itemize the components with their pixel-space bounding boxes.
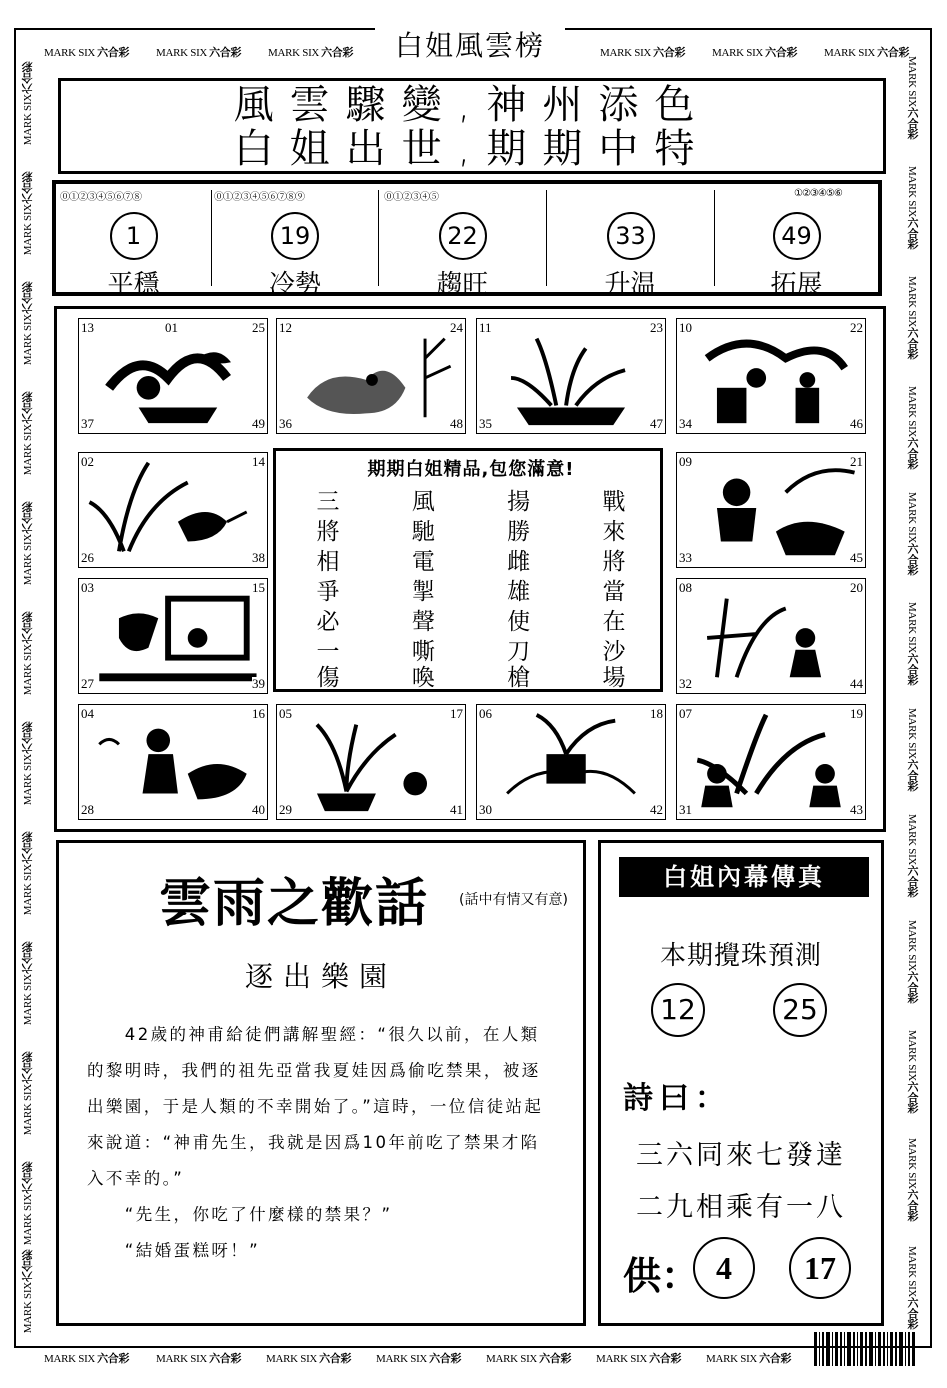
barcode (814, 1332, 924, 1366)
poem-char: 雌 (507, 549, 531, 575)
flower-pot-icon (79, 319, 267, 433)
watermark-top-6: MARK SIX 六合彩 (824, 46, 910, 59)
watermark-right-4: MARK SIX六合彩 (906, 386, 919, 470)
cell-number: 17 (450, 706, 463, 721)
poem-row (298, 487, 644, 517)
poem-char: 掣 (411, 579, 435, 605)
cell-number: 14 (252, 454, 265, 469)
watermark-bottom-7: MARK SIX 六合彩 (706, 1352, 792, 1365)
cell-number: 46 (850, 416, 863, 431)
gong-label: 供： (623, 1254, 700, 1298)
story-heading: 逐出樂園 (244, 960, 397, 993)
cell-number: 42 (650, 802, 663, 817)
zodiac-picture-cell (676, 452, 866, 568)
poem-char: 喚 (411, 665, 435, 691)
story-title-note: (話中有情又有意) (459, 892, 568, 908)
prediction-label: 本期攪珠預測 (659, 941, 822, 971)
story-box (56, 840, 586, 1326)
prediction-number: 12 (651, 983, 705, 1037)
inside-info-box (598, 840, 884, 1326)
child-dog-icon (79, 705, 267, 819)
watermark-right-6: MARK SIX六合彩 (906, 602, 919, 686)
poem-char: 傷 (316, 665, 340, 691)
cell-number: 43 (850, 802, 863, 817)
cell-number: 34 (679, 416, 692, 431)
circled-number: 22 (439, 212, 487, 260)
poem-char: 沙 (602, 639, 626, 665)
trend-label: 冷勢 (268, 270, 321, 300)
watermark-left-5: MARK SIX六合彩 (21, 502, 34, 586)
watermark-bottom-3: MARK SIX 六合彩 (266, 1352, 352, 1365)
poem-char: 嘶 (411, 639, 435, 665)
story-paragraph: “結婚蛋糕呀！” (87, 1241, 261, 1260)
horse-plant-icon (477, 705, 665, 819)
poem-char: 揚 (507, 489, 531, 515)
trend-item (547, 184, 714, 300)
cell-number: 49 (252, 416, 265, 431)
zodiac-picture-cell (276, 704, 466, 820)
cell-number: 48 (450, 416, 463, 431)
cell-number: 19 (850, 706, 863, 721)
inside-info-header: 白姐內幕傳真 (619, 857, 869, 897)
cell-number: 12 (279, 320, 292, 335)
poem-label: 詩曰： (623, 1081, 731, 1116)
cell-number: 38 (252, 550, 265, 565)
zodiac-picture-cell (78, 452, 268, 568)
verse-line-2: 二九相乘有一八 (636, 1192, 846, 1223)
watermark-right-9: MARK SIX六合彩 (906, 920, 919, 1004)
cell-number: 03 (81, 580, 94, 595)
cell-number: 26 (81, 550, 94, 565)
watermark-right-11: MARK SIX六合彩 (906, 1138, 919, 1222)
poem-char: 馳 (411, 519, 435, 545)
watermark-left-10: MARK SIX六合彩 (21, 1052, 34, 1136)
watermark-right-8: MARK SIX六合彩 (906, 814, 919, 898)
trend-label: 升温 (604, 270, 657, 300)
poem-char: 刀 (507, 639, 531, 665)
zodiac-picture-cell (676, 318, 866, 434)
story-paragraph: 42歲的神甫給徒們講解聖經：“很久以前，在人類的黎明時，我們的祖先亞當我夏娃因爲偷吃禁果，被逐出樂園，于是人類的不幸開始了。”這時，一位信徒站起來說道：“神甫先生，我就是因爲10年前吃了禁果才陷入不幸的。” (87, 1025, 544, 1188)
story-paragraph: “先生，你吃了什麼樣的禁果？” (87, 1205, 393, 1224)
cell-number: 32 (679, 676, 692, 691)
cell-number: 05 (279, 706, 292, 721)
page-title: 白姐風雲榜 (375, 26, 565, 66)
poem-char: 戰 (602, 489, 626, 515)
cell-number: 18 (650, 706, 663, 721)
poem-char: 將 (316, 519, 340, 545)
cell-number: 07 (679, 706, 692, 721)
watermark-top-4: MARK SIX 六合彩 (600, 46, 686, 59)
cell-number: 29 (279, 802, 292, 817)
watermark-top-2: MARK SIX 六合彩 (156, 46, 242, 59)
circled-number: 1 (110, 212, 158, 260)
poem-char: 三 (316, 489, 340, 515)
story-text (87, 1017, 557, 1269)
trend-item (56, 184, 211, 300)
headline-line-1: 風雲驟變,神州添色 (233, 82, 711, 128)
scroll-scene-icon (79, 579, 267, 693)
poem-box (273, 448, 663, 692)
poem-char: 勝 (507, 519, 531, 545)
bamboo-child-icon (677, 579, 865, 693)
zodiac-picture-cell (676, 578, 866, 694)
watermark-right-2: MARK SIX六合彩 (906, 166, 919, 250)
cell-number: 47 (650, 416, 663, 431)
cell-number: 21 (850, 454, 863, 469)
poem-header: 期期白姐精品,包您滿意! (367, 459, 575, 480)
headline-line-2: 白姐出世,期期中特 (233, 126, 711, 172)
poem-char: 相 (316, 549, 340, 575)
circled-number: 49 (773, 212, 821, 260)
cell-number: 11 (479, 320, 492, 335)
dot-row-3: ⓪①②③④⑤ (384, 192, 438, 203)
poem-char: 雄 (507, 579, 531, 605)
story-title: 雲雨之歡話 (159, 873, 430, 934)
watermark-right-3: MARK SIX六合彩 (906, 276, 919, 360)
trend-label: 平穩 (107, 270, 160, 300)
poem-char: 必 (316, 609, 340, 635)
circled-number: 33 (607, 212, 655, 260)
watermark-bottom-5: MARK SIX 六合彩 (486, 1352, 572, 1365)
poem-row (298, 607, 644, 637)
cell-number: 16 (252, 706, 265, 721)
cell-number: 01 (165, 320, 178, 335)
watermark-left-8: MARK SIX六合彩 (21, 832, 34, 916)
cell-number: 27 (81, 676, 94, 691)
watermark-right-7: MARK SIX六合彩 (906, 708, 919, 792)
zodiac-picture-cell (276, 318, 466, 434)
cell-number: 30 (479, 802, 492, 817)
dot-row-2: ⓪①②③④⑤⑥⑦⑧⑨ (214, 192, 304, 203)
dot-row-1: ⓪①②③④⑤⑥⑦⑧ (60, 192, 141, 203)
poem-char: 爭 (316, 579, 340, 605)
cell-number: 45 (850, 550, 863, 565)
prediction-number: 25 (773, 983, 827, 1037)
cell-number: 35 (479, 416, 492, 431)
trend-label: 拓展 (770, 270, 823, 300)
watermark-left-2: MARK SIX六合彩 (21, 172, 34, 256)
children-basin-icon (677, 453, 865, 567)
poem-char: 在 (602, 609, 626, 635)
cell-number: 10 (679, 320, 692, 335)
gong-number: 17 (789, 1237, 851, 1299)
grass-pot-icon (477, 319, 665, 433)
watermark-right-10: MARK SIX六合彩 (906, 1030, 919, 1114)
cell-number: 22 (850, 320, 863, 335)
children-orchid-icon (677, 705, 865, 819)
trend-item (212, 184, 378, 300)
watermark-bottom-6: MARK SIX 六合彩 (596, 1352, 682, 1365)
zodiac-picture-cell (476, 704, 666, 820)
trend-numbers-box (52, 180, 882, 300)
headline-box (58, 78, 886, 174)
poem-char: 來 (602, 519, 626, 545)
poem-char: 電 (411, 549, 435, 575)
cell-number: 23 (650, 320, 663, 335)
watermark-top-1: MARK SIX 六合彩 (44, 46, 130, 59)
cell-number: 08 (679, 580, 692, 595)
zodiac-picture-cell (78, 578, 268, 694)
circled-number: 19 (271, 212, 319, 260)
poem-row (298, 547, 644, 577)
cell-number: 04 (81, 706, 94, 721)
zodiac-picture-cell (476, 318, 666, 434)
watermark-right-5: MARK SIX六合彩 (906, 492, 919, 576)
poem-char: 一 (316, 639, 340, 665)
watermark-left-6: MARK SIX六合彩 (21, 612, 34, 696)
trend-item (379, 184, 546, 300)
gong-number: 4 (693, 1237, 755, 1299)
verse-line-1: 三六同來七發達 (636, 1140, 846, 1171)
poem-row (298, 577, 644, 607)
watermark-left-1: MARK SIX六合彩 (21, 62, 34, 146)
poem-char: 風 (411, 489, 435, 515)
watermark-left-11: MARK SIX六合彩 (21, 1162, 34, 1246)
watermark-top-5: MARK SIX 六合彩 (712, 46, 798, 59)
watermark-left-3: MARK SIX六合彩 (21, 282, 34, 366)
watermark-left-9: MARK SIX六合彩 (21, 942, 34, 1026)
cell-number: 06 (479, 706, 492, 721)
watermark-right-1: MARK SIX六合彩 (906, 56, 919, 140)
cell-number: 41 (450, 802, 463, 817)
cell-number: 09 (679, 454, 692, 469)
orchid-rooster-icon (79, 453, 267, 567)
watermark-bottom-4: MARK SIX 六合彩 (376, 1352, 462, 1365)
cell-number: 02 (81, 454, 94, 469)
watermark-left-12: MARK SIX六合彩 (21, 1250, 34, 1334)
cell-number: 37 (81, 416, 94, 431)
cell-number: 20 (850, 580, 863, 595)
cell-number: 39 (252, 676, 265, 691)
zodiac-picture-cell (676, 704, 866, 820)
flower-vase-icon (277, 705, 465, 819)
cell-number: 24 (450, 320, 463, 335)
watermark-bottom-1: MARK SIX 六合彩 (44, 1352, 130, 1365)
poem-char: 場 (602, 665, 626, 691)
poem-char: 使 (507, 609, 531, 635)
cell-number: 25 (252, 320, 265, 335)
poem-char: 聲 (411, 609, 435, 635)
zodiac-picture-cell (78, 318, 268, 434)
zodiac-picture-cell (78, 704, 268, 820)
cell-number: 13 (81, 320, 94, 335)
watermark-left-7: MARK SIX六合彩 (21, 722, 34, 806)
poem-row (298, 663, 644, 693)
dot-row-4: ①②③④⑤⑥ (794, 188, 842, 199)
cell-number: 44 (850, 676, 863, 691)
poem-char: 將 (602, 549, 626, 575)
cell-number: 36 (279, 416, 292, 431)
cell-number: 40 (252, 802, 265, 817)
cell-number: 33 (679, 550, 692, 565)
cell-number: 31 (679, 802, 692, 817)
watermark-left-4: MARK SIX六合彩 (21, 392, 34, 476)
cell-number: 28 (81, 802, 94, 817)
trend-item (715, 184, 878, 300)
poem-char: 槍 (507, 665, 531, 691)
rabbit-flower-icon (277, 319, 465, 433)
poem-row (298, 517, 644, 547)
cell-number: 15 (252, 580, 265, 595)
watermark-bottom-2: MARK SIX 六合彩 (156, 1352, 242, 1365)
watermark-top-3: MARK SIX 六合彩 (268, 46, 354, 59)
trend-label: 趨旺 (436, 270, 489, 300)
poem-char: 當 (602, 579, 626, 605)
children-plant-icon (677, 319, 865, 433)
watermark-right-12: MARK SIX六合彩 (906, 1246, 919, 1330)
